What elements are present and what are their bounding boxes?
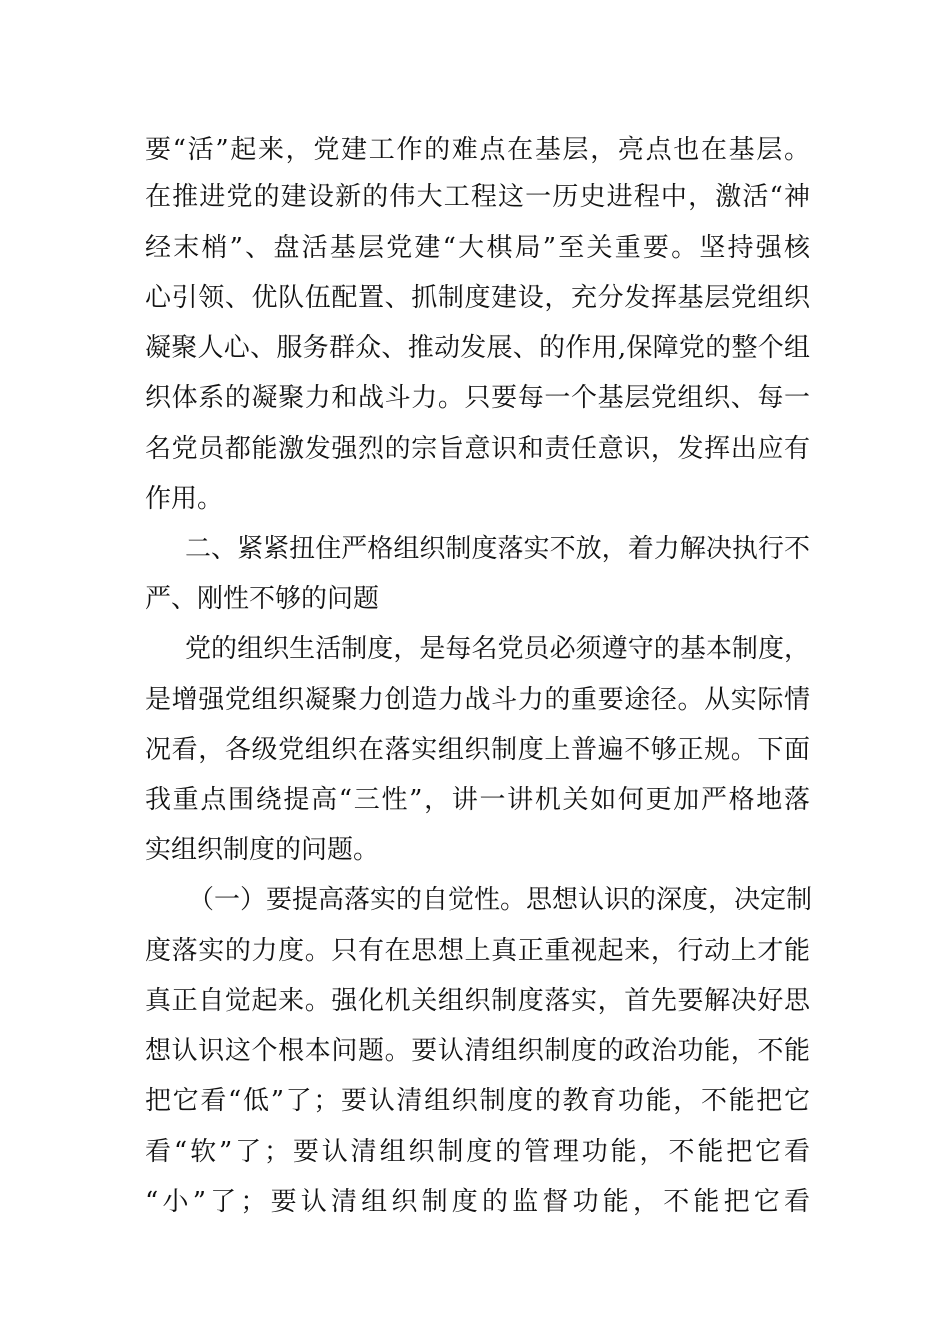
text-line-14: 我重点围绕提高“三性”，讲一讲机关如何更加严格地落 [145, 785, 810, 815]
text-line-3: 经末梢”、盘活基层党建“大棋局”至关重要。坚持强核 [145, 233, 810, 263]
text-line-21: 看“软”了；要认清组织制度的管理功能，不能把它看 [145, 1137, 810, 1167]
text-line-19: 想认识这个根本问题。要认清组织制度的政治功能，不能 [145, 1036, 810, 1066]
text-line-7: 名党员都能激发强烈的宗旨意识和责任意识，发挥出应有 [145, 434, 810, 464]
text-line-5: 凝聚人心、服务群众、推动发展、的作用,保障党的整个组 [145, 333, 810, 363]
text-line-17: 度落实的力度。只有在思想上真正重视起来，行动上才能 [145, 936, 810, 966]
text-line-18: 真正自觉起来。强化机关组织制度落实，首先要解决好思 [145, 986, 810, 1016]
text-line-6: 织体系的凝聚力和战斗力。只要每一个基层党组织、每一 [145, 383, 810, 413]
text-line-2: 在推进党的建设新的伟大工程这一历史进程中，激活“神 [145, 182, 810, 212]
text-line-13: 况看，各级党组织在落实组织制度上普遍不够正规。下面 [145, 735, 810, 765]
text-line-20: 把它看“低”了；要认清组织制度的教育功能，不能把它 [145, 1086, 810, 1116]
text-line-11: 党的组织生活制度，是每名党员必须遵守的基本制度， [185, 634, 810, 664]
section-heading-line-2: 严、刚性不够的问题 [145, 584, 380, 614]
text-line-1: 要“活”起来，党建工作的难点在基层，亮点也在基层。 [145, 135, 810, 165]
text-line-22: “小”了；要认清组织制度的监督功能，不能把它看 [145, 1187, 810, 1217]
text-line-12: 是增强党组织凝聚力创造力战斗力的重要途径。从实际情 [145, 685, 810, 715]
text-line-8: 作用。 [145, 484, 224, 514]
section-heading-line-1: 二、紧紧扭住严格组织制度落实不放，着力解决执行不 [185, 534, 810, 564]
text-line-15: 实组织制度的问题。 [145, 835, 380, 865]
subsection-line-1: （一）要提高落实的自觉性。思想认识的深度，决定制 [188, 885, 813, 915]
text-line-4: 心引领、优队伍配置、抓制度建设，充分发挥基层党组织 [145, 283, 810, 313]
